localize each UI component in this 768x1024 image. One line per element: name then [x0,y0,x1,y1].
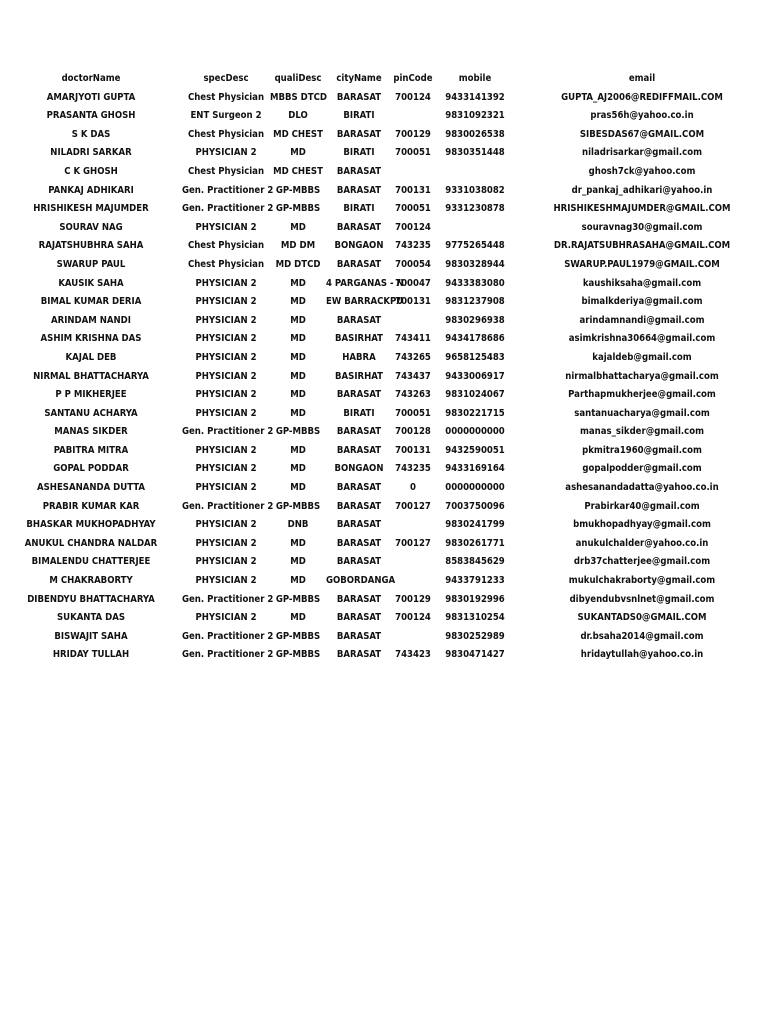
doctor-name-cell: ANUKUL CHANDRA NALDAR [24,537,158,549]
doctor-name-cell: BISWAJIT SAHA [54,630,128,642]
table-row [0,219,768,238]
table-row [0,405,768,424]
table-row [0,126,768,145]
spec-desc-cell: Chest Physician [187,258,265,270]
doctor-name-cell: ASHIM KRISHNA DAS [40,333,142,345]
email-cell: dr.bsaha2014@gmail.com [580,630,704,642]
quali-desc-cell: GP-MBBS [275,500,321,512]
spec-desc-cell: Gen. Practitioner 2 [182,184,274,196]
table-row [0,535,768,554]
email-cell: gopalpodder@gmail.com [582,463,702,475]
email-cell: pkmitra1960@gmail.com [582,444,702,456]
header-row [0,70,768,89]
doctor-name-cell: KAJAL DEB [65,351,117,363]
spec-desc-cell: Chest Physician [187,165,265,177]
mobile-cell: 9658125483 [445,351,505,363]
pin-code-cell: 700127 [395,537,431,549]
mobile-cell: 9831024067 [445,389,505,401]
email-cell: niladrisarkar@gmail.com [582,147,702,159]
spec-desc-cell: PHYSICIAN 2 [195,221,257,233]
spec-desc-cell: ENT Surgeon 2 [190,110,262,122]
table-row [0,200,768,219]
doctor-name-cell: RAJATSHUBHRA SAHA [38,240,144,252]
email-cell: ghosh7ck@yahoo.com [588,165,696,177]
mobile-cell: 9831310254 [445,612,505,624]
doctor-name-cell: SANTANU ACHARYA [44,407,138,419]
mobile-cell: 9775265448 [445,240,505,252]
spec-desc-cell: PHYSICIAN 2 [195,612,257,624]
doctor-name-cell: SWARUP PAUL [56,258,126,270]
spec-desc-cell: Chest Physician [187,128,265,140]
quali-desc-cell: MBBS DTCD [270,91,327,103]
mobile-cell: 8583845629 [445,556,505,568]
spec-desc-cell: PHYSICIAN 2 [195,389,257,401]
mobile-cell [434,163,516,182]
spec-desc-cell: PHYSICIAN 2 [195,537,257,549]
city-name-cell: BARASAT [336,482,382,494]
quali-desc-cell: DNB [287,519,309,531]
city-name-cell: BONGAON [334,463,384,475]
quali-desc-cell: GP-MBBS [275,649,321,661]
email-cell: kaushiksaha@gmail.com [582,277,702,289]
spec-desc-cell: PHYSICIAN 2 [195,370,257,382]
mobile-cell: 9830471427 [445,649,505,661]
quali-desc-cell: MD DTCD [275,258,321,270]
quali-desc-cell: MD [290,277,306,289]
table-row [0,646,768,665]
city-name-cell: BARASAT [336,500,382,512]
city-name-cell: BASIRHAT [335,370,383,382]
email-cell: SUKANTADS0@GMAIL.COM [577,612,707,624]
quali-desc-cell: GP-MBBS [275,630,321,642]
doctor-name-cell: C K GHOSH [64,165,118,177]
mobile-cell: 9432590051 [445,444,505,456]
mobile-cell: 0000000000 [445,426,505,438]
email-cell: arindamnandi@gmail.com [579,314,705,326]
pin-code-cell: 0 [410,482,416,494]
mobile-cell: 9830252989 [445,630,505,642]
spec-desc-cell: PHYSICIAN 2 [195,482,257,494]
table-row [0,442,768,461]
table-row [0,516,768,535]
pin-code-cell: 700051 [395,147,431,159]
quali-desc-cell: MD [290,333,306,345]
table-row [0,553,768,572]
table-row [0,628,768,647]
pin-code-cell [392,553,434,572]
pin-code-cell: 700127 [395,500,431,512]
table-row [0,256,768,275]
city-name-cell: GOBORDANGA [326,575,396,587]
quali-desc-cell: MD [290,314,306,326]
quali-desc-cell: MD [290,612,306,624]
table-row [0,498,768,517]
pin-code-cell: 700131 [395,184,431,196]
spec-desc-cell: PHYSICIAN 2 [195,519,257,531]
email-cell: GUPTA_AJ2006@REDIFFMAIL.COM [561,91,723,103]
doctor-name-cell: P P MIKHERJEE [55,389,127,401]
email-cell: dibyendubvsnlnet@gmail.com [569,593,715,605]
city-name-cell: BARASAT [336,537,382,549]
pin-code-cell: 700124 [395,91,431,103]
spec-desc-cell: Gen. Practitioner 2 [182,593,274,605]
doctor-name-cell: GOPAL PODDAR [53,463,129,475]
mobile-cell: 7003750096 [445,500,505,512]
header-mobile: mobile [458,73,492,84]
email-cell: souravnag30@gmail.com [581,221,703,233]
email-cell: nirmalbhattacharya@gmail.com [565,370,719,382]
city-name-cell: BARASAT [336,444,382,456]
table-row [0,312,768,331]
city-name-cell: BASIRHAT [335,333,383,345]
quali-desc-cell: MD [290,556,306,568]
pin-code-cell: 743437 [395,370,431,382]
doctor-name-cell: NILADRI SARKAR [50,147,132,159]
email-cell: SIBESDAS67@GMAIL.COM [579,128,705,140]
mobile-cell: 9830026538 [445,128,505,140]
city-name-cell: BONGAON [334,240,384,252]
doctor-name-cell: BIMALENDU CHATTERJEE [31,556,151,568]
pin-code-cell: 700051 [395,407,431,419]
city-name-cell: BARASAT [336,519,382,531]
city-name-cell: BARASAT [336,314,382,326]
spec-desc-cell: Chest Physician [187,240,265,252]
city-name-cell: BARASAT [336,128,382,140]
mobile-cell: 9830296938 [445,314,505,326]
mobile-cell: 9433006917 [445,370,505,382]
doctor-name-cell: NIRMAL BHATTACHARYA [33,370,149,382]
email-cell: pras56h@yahoo.co.in [590,110,694,122]
table-row [0,386,768,405]
spec-desc-cell: PHYSICIAN 2 [195,463,257,475]
table-row [0,107,768,126]
city-name-cell: BARASAT [336,389,382,401]
quali-desc-cell: DLO [288,110,308,122]
doctor-name-cell: ASHESANANDA DUTTA [37,482,145,494]
doctor-name-cell: ARINDAM NANDI [51,314,131,326]
quali-desc-cell: MD [290,370,306,382]
doctor-name-cell: AMARJYOTI GUPTA [46,91,136,103]
pin-code-cell [392,628,434,647]
spec-desc-cell: PHYSICIAN 2 [195,444,257,456]
quali-desc-cell: GP-MBBS [275,184,321,196]
city-name-cell: BARASAT [336,612,382,624]
email-cell: HRISHIKESHMAJUMDER@GMAIL.COM [553,203,731,215]
email-cell: drb37chatterjee@gmail.com [573,556,711,568]
city-name-cell: BARASAT [336,593,382,605]
table-row [0,591,768,610]
city-name-cell: BARASAT [336,165,382,177]
table-row [0,349,768,368]
spec-desc-cell: Chest Physician [187,91,265,103]
email-cell: Parthapmukherjee@gmail.com [568,389,716,401]
doctor-name-cell: HRISHIKESH MAJUMDER [33,203,149,215]
city-name-cell: BIRATI [343,110,375,122]
table-row [0,479,768,498]
city-name-cell: BARASAT [336,221,382,233]
city-name-cell: 4 PARGANAS - N [326,277,404,289]
table-row [0,572,768,591]
spec-desc-cell: PHYSICIAN 2 [195,147,257,159]
pin-code-cell [392,163,434,182]
header-pin-code: pinCode [393,73,433,84]
doctor-name-cell: S K DAS [71,128,111,140]
mobile-cell: 9331038082 [445,184,505,196]
table-row [0,275,768,294]
pin-code-cell: 700129 [395,128,431,140]
city-name-cell: BARASAT [336,184,382,196]
doctor-name-cell: BHASKAR MUKHOPADHYAY [26,519,156,531]
quali-desc-cell: MD DM [280,240,316,252]
table-body [0,89,768,665]
doctor-name-cell: KAUSIK SAHA [58,277,124,289]
city-name-cell: BIRATI [343,147,375,159]
email-cell: Prabirkar40@gmail.com [584,500,700,512]
spec-desc-cell: PHYSICIAN 2 [195,333,257,345]
header-email: email [628,73,656,84]
spec-desc-cell: PHYSICIAN 2 [195,407,257,419]
pin-code-cell [392,107,434,126]
table-row [0,89,768,108]
table-row [0,460,768,479]
spreadsheet-page [0,70,768,665]
mobile-cell: 9433383080 [445,277,505,289]
spec-desc-cell: PHYSICIAN 2 [195,277,257,289]
email-cell: DR.RAJATSUBHRASAHA@GMAIL.COM [553,240,731,252]
email-cell: anukulchalder@yahoo.co.in [575,537,709,549]
spec-desc-cell: PHYSICIAN 2 [195,556,257,568]
pin-code-cell: 743265 [395,351,431,363]
pin-code-cell [392,572,434,591]
header-doctor-name: doctorName [61,73,121,84]
doctor-name-cell: M CHAKRABORTY [49,575,133,587]
spec-desc-cell: Gen. Practitioner 2 [182,426,274,438]
pin-code-cell: 700047 [395,277,431,289]
pin-code-cell [392,516,434,535]
pin-code-cell: 700128 [395,426,431,438]
quali-desc-cell: GP-MBBS [275,203,321,215]
table-row [0,368,768,387]
email-cell: ashesanandadatta@yahoo.co.in [565,482,719,494]
quali-desc-cell: MD [290,463,306,475]
city-name-cell: EW BARRACKPU [326,296,404,308]
mobile-cell: 9830192996 [445,593,505,605]
email-cell: SWARUP.PAUL1979@GMAIL.COM [564,258,720,270]
pin-code-cell: 743411 [395,333,431,345]
table-row [0,330,768,349]
table-row [0,237,768,256]
quali-desc-cell: MD [290,482,306,494]
email-cell: kajaldeb@gmail.com [592,351,692,363]
pin-code-cell: 700124 [395,612,431,624]
mobile-cell: 9830221715 [445,407,505,419]
quali-desc-cell: GP-MBBS [275,426,321,438]
doctor-name-cell: SOURAV NAG [59,221,123,233]
pin-code-cell: 743235 [395,463,431,475]
quali-desc-cell: MD CHEST [273,165,323,177]
quali-desc-cell: MD [290,351,306,363]
table-row [0,144,768,163]
quali-desc-cell: MD [290,537,306,549]
spec-desc-cell: PHYSICIAN 2 [195,575,257,587]
mobile-cell: 9831237908 [445,296,505,308]
pin-code-cell: 700129 [395,593,431,605]
doctor-name-cell: PRASANTA GHOSH [46,110,136,122]
header-quali-desc: qualiDesc [274,73,322,84]
quali-desc-cell: GP-MBBS [275,593,321,605]
pin-code-cell [392,312,434,331]
city-name-cell: BARASAT [336,258,382,270]
table-row [0,182,768,201]
city-name-cell: HABRA [342,351,376,363]
quali-desc-cell: MD [290,389,306,401]
email-cell: santanuacharya@gmail.com [574,407,710,419]
header-city-name: cityName [336,73,382,84]
doctor-name-cell: HRIDAY TULLAH [52,649,130,661]
spec-desc-cell: PHYSICIAN 2 [195,351,257,363]
spec-desc-cell: Gen. Practitioner 2 [182,203,274,215]
quali-desc-cell: MD [290,575,306,587]
pin-code-cell: 743263 [395,389,431,401]
quali-desc-cell: MD [290,296,306,308]
city-name-cell: BARASAT [336,556,382,568]
table-row [0,293,768,312]
doctor-name-cell: MANAS SIKDER [54,426,128,438]
pin-code-cell: 700051 [395,203,431,215]
spec-desc-cell: PHYSICIAN 2 [195,314,257,326]
doctor-table [0,70,768,665]
table-row [0,163,768,182]
quali-desc-cell: MD [290,444,306,456]
city-name-cell: BIRATI [343,203,375,215]
header-spec-desc: specDesc [203,73,249,84]
table-row [0,423,768,442]
pin-code-cell: 743423 [395,649,431,661]
spec-desc-cell: Gen. Practitioner 2 [182,649,274,661]
doctor-name-cell: DIBENDYU BHATTACHARYA [27,593,155,605]
email-cell: mukulchakraborty@gmail.com [568,575,716,587]
spec-desc-cell: Gen. Practitioner 2 [182,630,274,642]
mobile-cell: 9331230878 [445,203,505,215]
pin-code-cell: 743235 [395,240,431,252]
mobile-cell [434,219,516,238]
spec-desc-cell: PHYSICIAN 2 [195,296,257,308]
mobile-cell: 9830328944 [445,258,505,270]
mobile-cell: 0000000000 [445,482,505,494]
doctor-name-cell: SUKANTA DAS [56,612,126,624]
city-name-cell: BARASAT [336,630,382,642]
mobile-cell: 9830241799 [445,519,505,531]
mobile-cell: 9831092321 [445,110,505,122]
email-cell: bimalkderiya@gmail.com [581,296,703,308]
mobile-cell: 9433791233 [445,575,505,587]
pin-code-cell: 700131 [395,444,431,456]
email-cell: bmukhopadhyay@gmail.com [573,519,711,531]
mobile-cell: 9433141392 [445,91,505,103]
mobile-cell: 9830261771 [445,537,505,549]
mobile-cell: 9434178686 [445,333,505,345]
pin-code-cell: 700054 [395,258,431,270]
email-cell: dr_pankaj_adhikari@yahoo.in [571,184,713,196]
city-name-cell: BIRATI [343,407,375,419]
city-name-cell: BARASAT [336,649,382,661]
doctor-name-cell: BIMAL KUMAR DERIA [40,296,142,308]
quali-desc-cell: MD [290,407,306,419]
email-cell: asimkrishna30664@gmail.com [568,333,716,345]
mobile-cell: 9433169164 [445,463,505,475]
city-name-cell: BARASAT [336,426,382,438]
doctor-name-cell: PABITRA MITRA [53,444,129,456]
quali-desc-cell: MD [290,147,306,159]
email-cell: hridaytullah@yahoo.co.in [580,649,704,661]
mobile-cell: 9830351448 [445,147,505,159]
doctor-name-cell: PANKAJ ADHIKARI [48,184,134,196]
city-name-cell: BARASAT [336,91,382,103]
spec-desc-cell: Gen. Practitioner 2 [182,500,274,512]
pin-code-cell: 700124 [395,221,431,233]
quali-desc-cell: MD [290,221,306,233]
pin-code-cell: 700131 [395,296,431,308]
quali-desc-cell: MD CHEST [273,128,323,140]
doctor-name-cell: PRABIR KUMAR KAR [42,500,140,512]
email-cell: manas_sikder@gmail.com [579,426,704,438]
table-row [0,609,768,628]
